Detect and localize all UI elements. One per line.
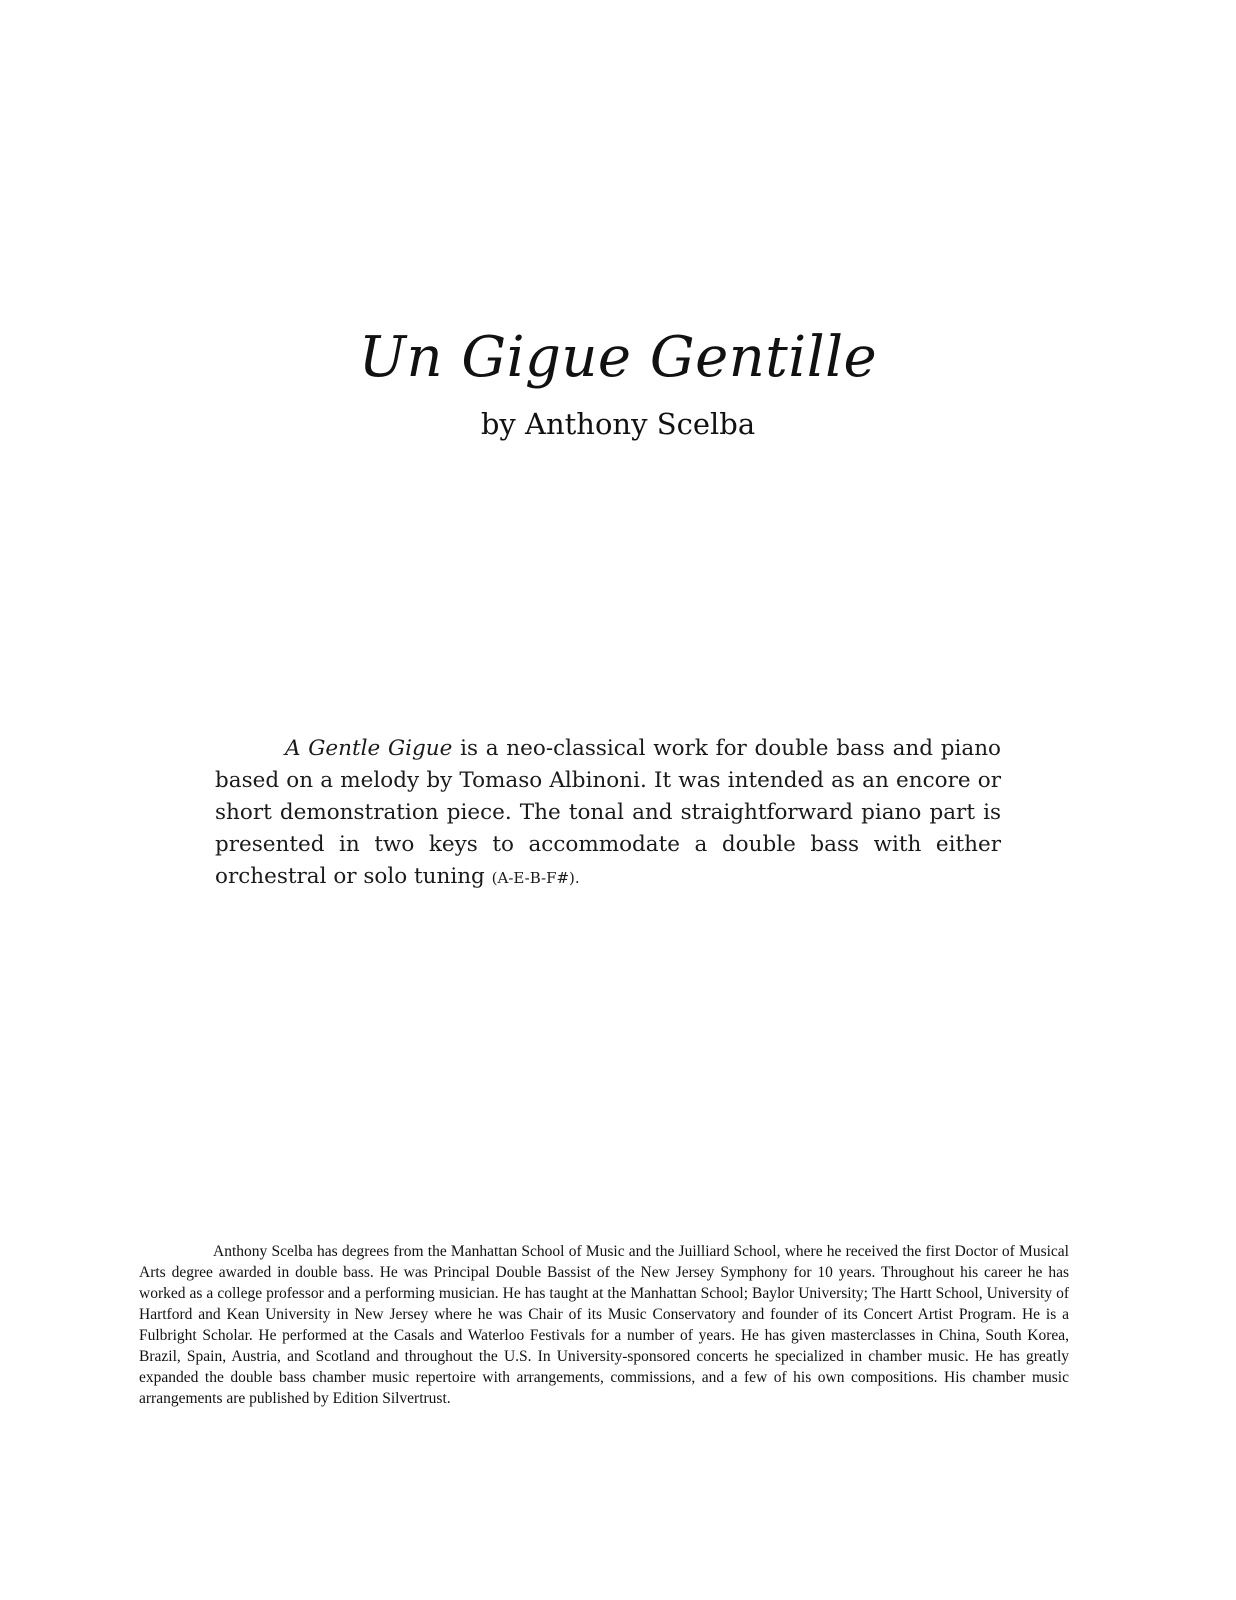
description-text: is a neo-classical work for double bass and piano based on a melody by Tomaso Albinoni. It was intended as an encore or short demonstration piece. The tonal and straightforward piano part is presented in two keys to accommodate a double bass with either orchestral or solo tuning bbox=[215, 736, 1001, 889]
document-title: Un Gigue Gentille bbox=[358, 325, 878, 390]
work-description bbox=[215, 733, 1001, 894]
author-biography: Anthony Scelba has degrees from the Manhattan School of Music and the Juilliard School, where he received the first Doctor of Musical Arts degree awarded in double bass. He was Principal Double Bassist of the New Jersey Symphony for 10 years. Throughout his career he has worked as a college professor and a performing musician. He has taught at the Manhattan School; Baylor University; The Hartt School, University of Hartford and Kean University in New Jersey where he was Chair of its Music Conservatory and founder of its Concert Artist Program. He is a Fulbright Scholar. He performed at the Casals and Waterloo Festivals for a number of years. He has given masterclasses in China, South Korea, Brazil, Spain, Austria, and Scotland and throughout the U.S. In University-sponsored concerts he specialized in chamber music. He has greatly expanded the double bass chamber music repertoire with arrangements, commissions, and a few of his own compositions. His chamber music arrangements are published by Edition Silvertrust. bbox=[139, 1243, 1069, 1407]
author-byline: by Anthony Scelba bbox=[480, 407, 756, 441]
tuning-note: (A-E-B-F#). bbox=[491, 869, 580, 887]
work-title: A Gentle Gigue bbox=[285, 736, 453, 761]
